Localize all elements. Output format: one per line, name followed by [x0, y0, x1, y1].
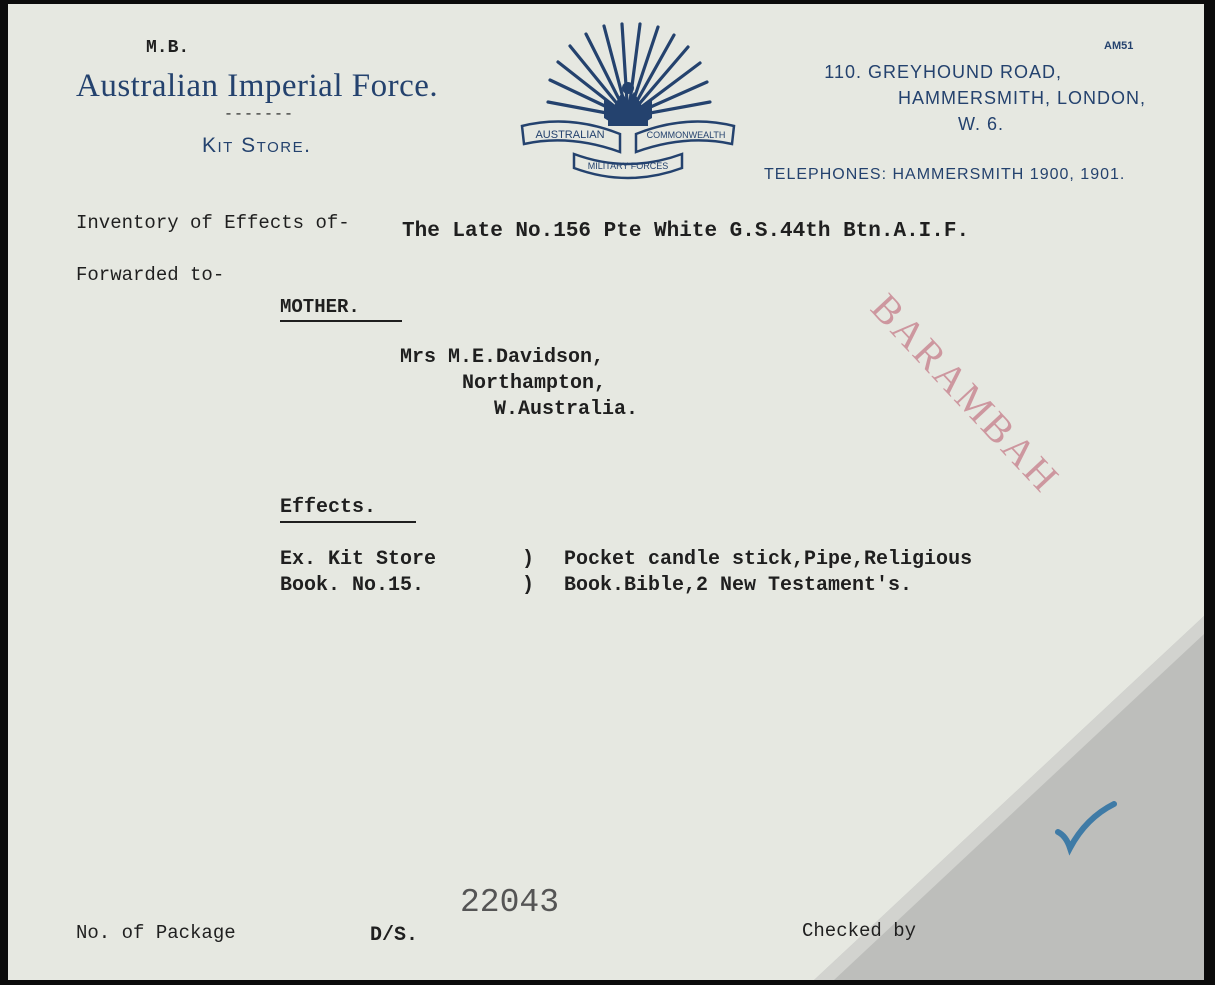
package-label: No. of Package — [76, 922, 236, 944]
recipient-town: Northampton, — [462, 372, 607, 395]
document-page — [8, 4, 1204, 980]
recipient-name: Mrs M.E.Davidson, — [400, 346, 605, 369]
badge-top-text: AUSTRALIAN — [535, 129, 605, 141]
badge-bottom-text: MILITARY FORCES — [587, 161, 669, 171]
effects-heading: Effects. — [280, 496, 416, 523]
ds-label: D/S. — [370, 924, 419, 947]
form-code: AM51 — [1104, 40, 1134, 52]
items-line2: Book.Bible,2 New Testament's. — [564, 574, 913, 597]
address-line3: W. 6. — [958, 114, 1005, 134]
checked-label: Checked by — [802, 920, 917, 942]
forwarded-label: Forwarded to- — [76, 264, 225, 286]
address-line1: 110. GREYHOUND ROAD, — [824, 62, 1062, 82]
inventory-label: Inventory of Effects of- — [76, 212, 350, 234]
bracket-2: ) — [522, 574, 535, 597]
ref-initials: M.B. — [146, 38, 190, 58]
dept-title: Kit Store. — [202, 134, 312, 157]
source-line2: Book. No.15. — [280, 574, 425, 597]
ds-number: 22043 — [460, 884, 560, 921]
inventory-value: The Late No.156 Pte White G.S.44th Btn.A.I.F. — [402, 220, 970, 243]
badge-right-text: COMMONWEALTH — [646, 130, 726, 140]
telephones: TELEPHONES: HAMMERSMITH 1900, 1901. — [764, 166, 1126, 183]
rising-sun-emblem — [510, 22, 746, 190]
source-line1: Ex. Kit Store — [280, 548, 437, 571]
checkmark-icon — [1052, 796, 1118, 856]
relation-heading: MOTHER. — [280, 296, 402, 322]
org-name: Australian Imperial Force. — [76, 68, 439, 104]
items-line1: Pocket candle stick,Pipe,Religious — [564, 548, 973, 571]
address-line2: HAMMERSMITH, LONDON, — [897, 88, 1146, 108]
recipient-state: W.Australia. — [494, 398, 639, 421]
bracket-1: ) — [522, 548, 535, 571]
barambah-stamp: BARAMBAH — [862, 284, 1070, 502]
org-dashes: ------- — [224, 106, 295, 123]
